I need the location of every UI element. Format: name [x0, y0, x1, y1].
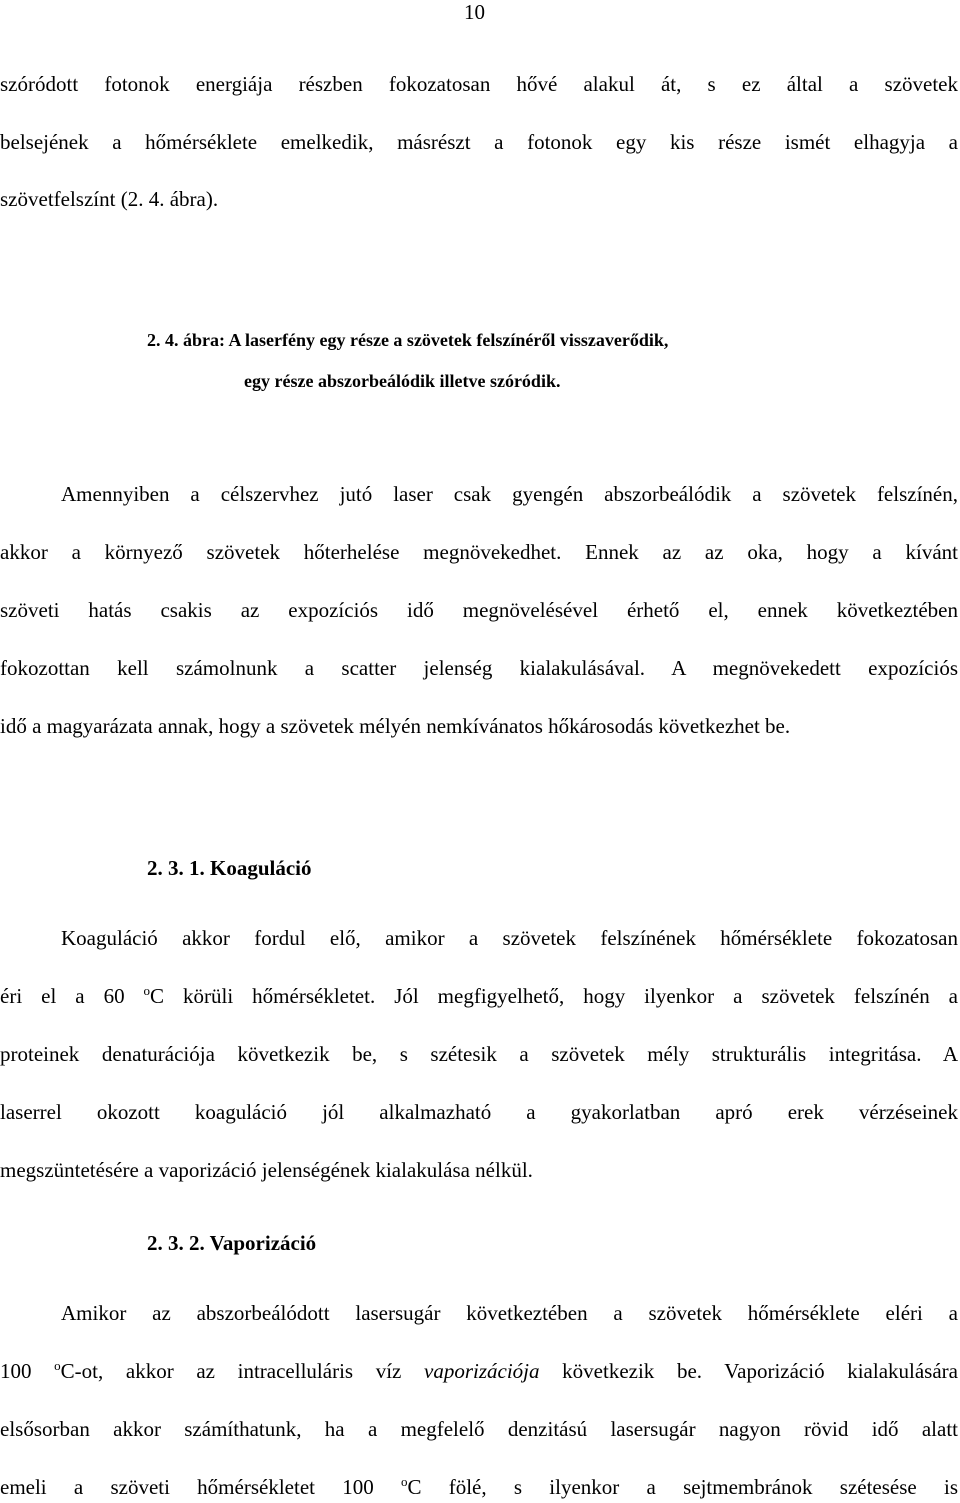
paragraph-line	[0, 1474, 958, 1499]
paragraph-line: elsősorban akkor számíthatunk, ha a megfelelő denzitású lasersugár nagyon rövid idő alatt	[0, 1417, 958, 1441]
paragraph-line: fokozottan kell számolnunk a scatter jelenség kialakulásával. A megnövekedett expozíciós	[0, 656, 958, 680]
paragraph-line: szövetfelszínt (2. 4. ábra).	[0, 187, 219, 211]
paragraph-line: Amennyiben a célszervhez jutó laser csak gyengén abszorbeálódik a szövetek felszínén,	[61, 482, 958, 506]
text-run: 100	[0, 1359, 55, 1383]
figure-caption-line: 2. 4. ábra: A laserfény egy része a szövetek felszínéről visszaverődik,	[147, 330, 669, 350]
superscript-degree: o	[54, 1358, 61, 1374]
paragraph-line: Amikor az abszorbeálódott lasersugár következtében a szövetek hőmérséklete eléri a	[61, 1301, 958, 1325]
italic-term: vaporizációja	[424, 1359, 540, 1383]
page-number: 10	[464, 0, 485, 24]
text-run: következik be. Vaporizáció kialakulására	[539, 1359, 958, 1383]
text-run: C-ot, akkor az intracelluláris víz	[60, 1359, 425, 1383]
text-run: emeli a szöveti hőmérsékletet 100	[0, 1475, 401, 1499]
paragraph-line	[0, 1358, 958, 1383]
figure-caption-line: egy része abszorbeálódik illetve szóródik.	[244, 371, 561, 391]
section-heading: 2. 3. 1. Koaguláció	[147, 856, 312, 880]
text-run: C fölé, s ilyenkor a sejtmembránok szétesése is	[407, 1475, 958, 1499]
paragraph-line	[0, 983, 958, 1008]
text-run: C körüli hőmérsékletet. Jól megfigyelhető, hogy ilyenkor a szövetek felszínén a	[150, 984, 958, 1008]
paragraph-line: proteinek denaturációja következik be, s szétesik a szövetek mély strukturális integritása. A	[0, 1042, 958, 1066]
paragraph-line: Koaguláció akkor fordul elő, amikor a szövetek felszínének hőmérséklete fokozatosan	[61, 926, 958, 950]
superscript-degree: o	[143, 983, 151, 999]
paragraph-line: laserrel okozott koaguláció jól alkalmazható a gyakorlatban apró erek vérzéseinek	[0, 1100, 958, 1124]
text-run: éri el a 60	[0, 984, 144, 1008]
paragraph-line: szöveti hatás csakis az expozíciós idő megnövelésével érhető el, ennek következtében	[0, 598, 958, 622]
paragraph-line: szóródott fotonok energiája részben fokozatosan hővé alakul át, s ez által a szövetek	[0, 72, 958, 96]
paragraph-line: belsejének a hőmérséklete emelkedik, másrészt a fotonok egy kis része ismét elhagyja a	[0, 130, 958, 154]
section-heading: 2. 3. 2. Vaporizáció	[147, 1231, 317, 1255]
paragraph-line: megszüntetésére a vaporizáció jelenségének kialakulása nélkül.	[0, 1158, 533, 1182]
paragraph-line: akkor a környező szövetek hőterhelése megnövekedhet. Ennek az az oka, hogy a kívánt	[0, 540, 958, 564]
paragraph-line: idő a magyarázata annak, hogy a szövetek mélyén nemkívánatos hőkárosodás következhet be.	[0, 714, 791, 738]
superscript-degree: o	[400, 1474, 408, 1490]
